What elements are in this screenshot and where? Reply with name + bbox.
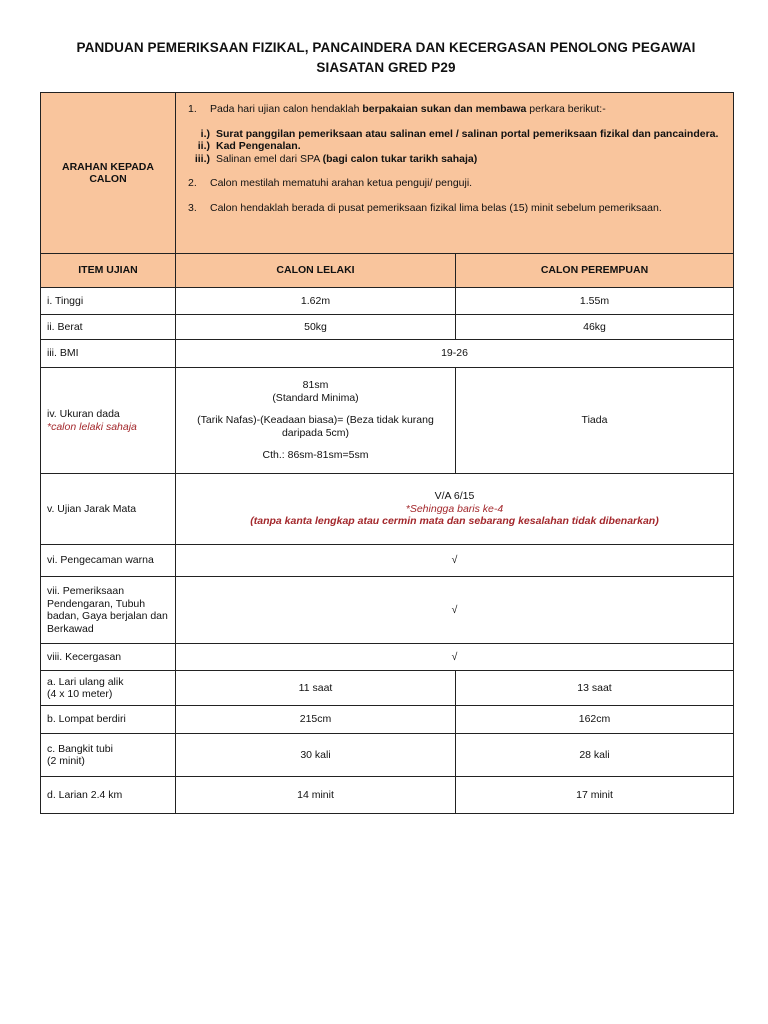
- sub-item-1: [182, 128, 727, 141]
- shared-value: [176, 474, 734, 545]
- male-value: [176, 368, 456, 474]
- shared-value: 19-26: [176, 340, 734, 368]
- row-label: viii. Kecergasan: [41, 644, 176, 671]
- row-label: v. Ujian Jarak Mata: [41, 474, 176, 545]
- row-label: ii. Berat: [41, 315, 176, 340]
- dada-male-line-1: 81sm: [302, 379, 329, 392]
- title-line-1: PANDUAN PEMERIKSAAN FIZIKAL, PANCAINDERA DAN KECERGASAN PENOLONG PEGAWAI: [76, 40, 696, 55]
- row-label: vii. Pemeriksaan Pendengaran, Tubuh badan, Gaya berjalan dan Berkawad: [41, 577, 176, 644]
- check-mark: √: [176, 545, 734, 577]
- arahan-label-line-1: ARAHAN KEPADA: [62, 160, 154, 173]
- table-row: [41, 545, 734, 577]
- row-label: [41, 734, 176, 777]
- female-value: 162cm: [456, 706, 734, 734]
- sub-item-2-text: Kad Pengenalan.: [216, 140, 301, 152]
- female-value: 13 saat: [456, 671, 734, 706]
- mata-line-2: *Sehingga baris ke-4: [405, 502, 504, 515]
- dada-male-line-3: (Tarik Nafas)-(Keadaan biasa)= (Beza tidak kurang daripada 5cm): [197, 414, 434, 439]
- header-male: CALON LELAKI: [176, 254, 456, 288]
- instruction-2-number: 2.: [188, 177, 197, 189]
- table-row: [41, 577, 734, 644]
- sub-item-1-label: i.): [200, 127, 210, 140]
- header-row: [41, 254, 734, 288]
- instruction-1-text: Pada hari ujian calon hendaklah: [210, 103, 363, 115]
- sub-item-3-text: Salinan emel dari SPA: [216, 152, 323, 165]
- female-value: Tiada: [456, 368, 734, 474]
- table-row: [41, 340, 734, 368]
- instruction-1: [182, 103, 727, 116]
- header-item: ITEM UJIAN: [41, 254, 176, 288]
- table-row: [41, 315, 734, 340]
- arahan-label-cell: [41, 93, 176, 254]
- male-value: 30 kali: [176, 734, 456, 777]
- table-row: [41, 706, 734, 734]
- table-row: [41, 734, 734, 777]
- arahan-instructions: [176, 93, 734, 254]
- row-label: d. Larian 2.4 km: [41, 777, 176, 814]
- table-row: [41, 671, 734, 706]
- check-mark: √: [176, 577, 734, 644]
- instruction-2-text: Calon mestilah mematuhi arahan ketua penguji/ penguji.: [210, 177, 473, 189]
- instruction-3-number: 3.: [188, 201, 197, 214]
- row-label: iii. BMI: [41, 340, 176, 368]
- table-row: [41, 777, 734, 814]
- instruction-1-tail: perkara berikut:-: [526, 103, 606, 115]
- dada-label: iv. Ukuran dada: [47, 408, 120, 420]
- mata-line-3: (tanpa kanta lengkap atau cermin mata dan sebarang kesalahan tidak dibenarkan): [250, 515, 659, 528]
- sub-item-2-label: ii.): [197, 140, 210, 152]
- table-row: [41, 644, 734, 671]
- female-value: 17 minit: [456, 777, 734, 814]
- row-label: b. Lompat berdiri: [41, 706, 176, 734]
- lari-label-line-1: a. Lari ulang alik: [47, 675, 124, 688]
- title-line-2: SIASATAN GRED P29: [316, 60, 456, 75]
- male-value: 11 saat: [176, 671, 456, 706]
- female-value: 1.55m: [456, 288, 734, 315]
- bangkit-label-line-1: c. Bangkit tubi: [47, 742, 113, 755]
- table-row: [41, 368, 734, 474]
- instruction-3-text: Calon hendaklah berada di pusat pemeriksaan fizikal lima belas (15) minit sebelum pemeriksaan.: [210, 201, 662, 214]
- dada-note: *calon lelaki sahaja: [47, 420, 137, 433]
- instruction-3: [182, 202, 727, 215]
- check-mark: √: [176, 644, 734, 671]
- instruction-2: [182, 177, 727, 190]
- page-title: [40, 38, 732, 78]
- instruction-1-number: 1.: [188, 103, 197, 115]
- row-label: vi. Pengecaman warna: [41, 545, 176, 577]
- lari-label-line-2: (4 x 10 meter): [47, 688, 113, 700]
- dada-male-line-4: Cth.: 86sm-81sm=5sm: [262, 449, 369, 462]
- requirements-table: [40, 92, 734, 814]
- table-row: [41, 474, 734, 545]
- sub-item-1-text: Surat panggilan pemeriksaan atau salinan emel / salinan portal pemeriksaan fizikal dan pancaindera.: [216, 127, 719, 140]
- sub-item-3-bold: (bagi calon tukar tarikh sahaja): [322, 152, 478, 165]
- sub-item-3-label: iii.): [194, 152, 210, 165]
- header-female: CALON PEREMPUAN: [456, 254, 734, 288]
- sub-item-2: [182, 140, 727, 153]
- instruction-1-bold: berpakaian sukan dan membawa: [362, 103, 527, 115]
- male-value: 50kg: [176, 315, 456, 340]
- male-value: 215cm: [176, 706, 456, 734]
- dada-male-line-2: (Standard Minima): [272, 391, 359, 404]
- mata-line-1: V/A 6/15: [434, 490, 475, 503]
- arahan-label-line-2: CALON: [89, 173, 127, 185]
- female-value: 46kg: [456, 315, 734, 340]
- table-row: [41, 288, 734, 315]
- male-value: 1.62m: [176, 288, 456, 315]
- male-value: 14 minit: [176, 777, 456, 814]
- female-value: 28 kali: [456, 734, 734, 777]
- row-label: i. Tinggi: [41, 288, 176, 315]
- row-label: [41, 671, 176, 706]
- bangkit-label-line-2: (2 minit): [47, 755, 85, 767]
- sub-item-3: [182, 153, 727, 166]
- row-label: [41, 368, 176, 474]
- arahan-row: [41, 93, 734, 254]
